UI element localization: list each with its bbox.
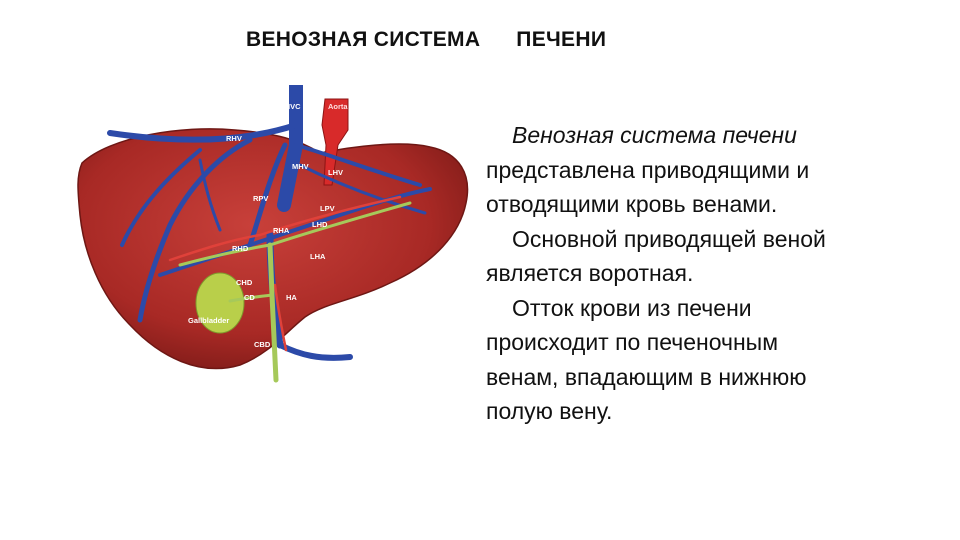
label-lhv: LHV <box>328 168 343 177</box>
label-ha: HA <box>286 293 297 302</box>
label-mhv: MHV <box>292 162 309 171</box>
label-aorta: Aorta <box>328 102 348 111</box>
title-part-2: ПЕЧЕНИ <box>516 28 607 51</box>
text-line-3: отводящими кровь венами. <box>486 191 778 217</box>
label-rpv: RPV <box>253 194 269 203</box>
label-gallbladder: Gallbladder <box>188 316 230 325</box>
text-line-5: является воротная. <box>486 260 694 286</box>
label-rhv: RHV <box>226 134 242 143</box>
text-line-7: происходит по печеночным <box>486 329 779 355</box>
label-lpv: LPV <box>320 204 335 213</box>
label-chd: CHD <box>236 278 253 287</box>
label-rha: RHA <box>273 226 290 235</box>
text-line-2: представлена приводящими и <box>486 156 810 183</box>
text-line-9: полую вену. <box>486 398 613 424</box>
label-pv: PV <box>304 318 315 327</box>
text-line-4: Основной приводящей веной <box>512 225 826 252</box>
text-line-1: Венозная система печени <box>512 122 797 148</box>
label-ivc: IVC <box>288 102 301 111</box>
label-cd: CD <box>244 293 255 302</box>
text-line-8: венам, впадающим в нижнюю <box>486 363 807 390</box>
slide-title <box>246 28 606 52</box>
text-line-6: Отток крови из печени <box>512 294 752 321</box>
label-rhd: RHD <box>232 244 249 253</box>
label-cbd: CBD <box>254 340 271 349</box>
description-text <box>486 118 926 429</box>
title-part-1: ВЕНОЗНАЯ СИСТЕМА <box>246 28 481 51</box>
label-lhd: LHD <box>312 220 328 229</box>
label-lha: LHA <box>310 252 326 261</box>
liver-venous-system-illustration <box>70 85 480 385</box>
